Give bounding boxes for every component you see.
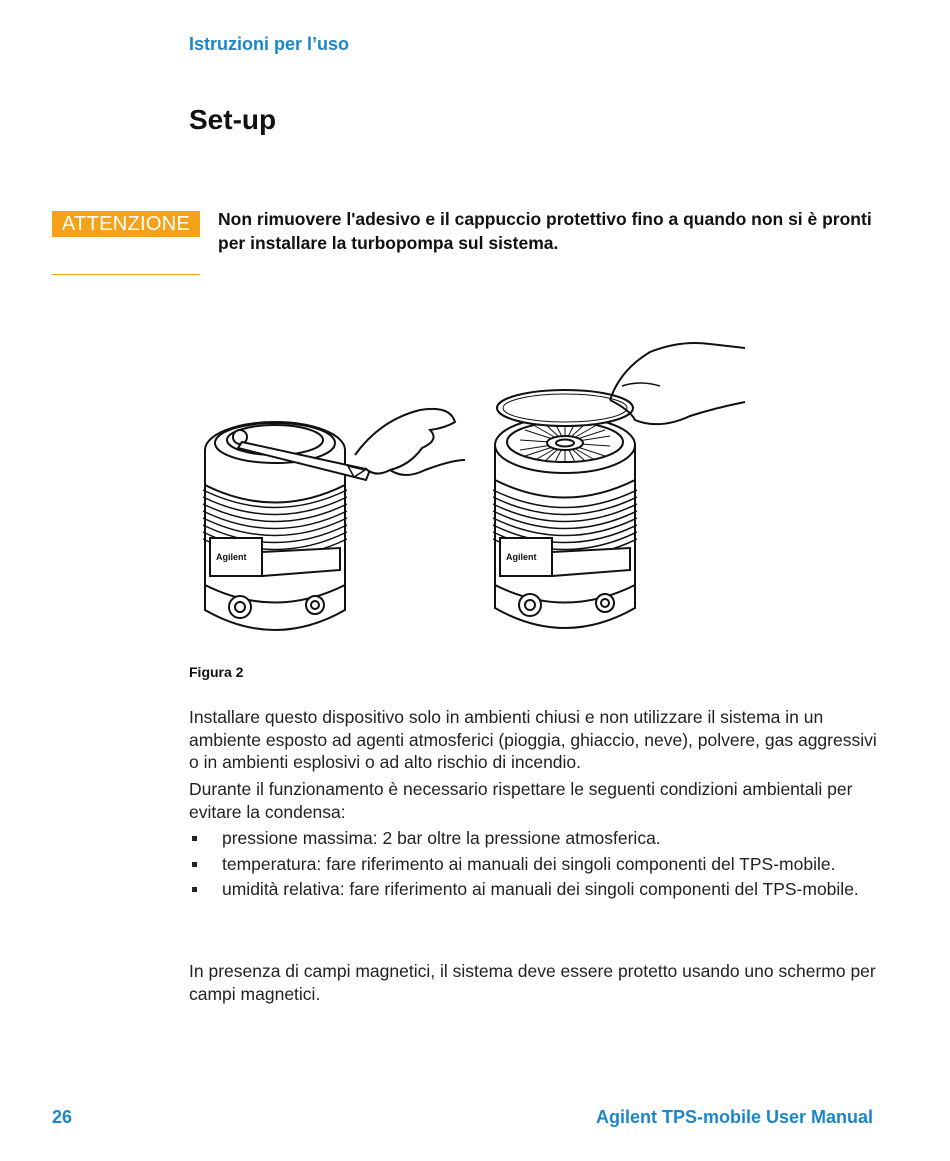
manual-title: Agilent TPS-mobile User Manual (595, 1107, 873, 1127)
warning-text: Non rimuovere l'adesivo e il cappuccio protettivo fino a quando non si è pronti per installare la turbopompa sul sistema. (218, 209, 872, 253)
warning-badge: ATTENZIONE (52, 211, 200, 237)
figure-caption: Figura 2 (189, 664, 244, 680)
paragraph-environment: Installare questo dispositivo solo in ambienti chiusi e non utilizzare il sistema in un ambiente esposto ad agenti atmosferici (pioggia, ghiaccio, neve), polvere, gas aggressivi o in ambienti esplosivi o ad alto rischio di incendio. (189, 707, 877, 772)
pump-right-illustration (493, 343, 745, 628)
bullet-icon (192, 836, 197, 841)
bullet-icon (192, 862, 197, 867)
paragraph-conditions: Durante il funzionamento è necessario rispettare le seguenti condizioni ambientali per evitare la condensa: (189, 779, 853, 822)
list-item: pressione massima: 2 bar oltre la pressione atmosferica. (189, 827, 879, 850)
section-header: Istruzioni per l’uso (189, 34, 350, 54)
paragraph-magnetic: In presenza di campi magnetici, il sistema deve essere protetto usando uno schermo per campi magnetici. (189, 961, 876, 1004)
page-number: 26 (52, 1107, 73, 1127)
turbopump-illustration (190, 330, 760, 650)
list-item: umidità relativa: fare riferimento ai manuali dei singoli componenti del TPS-mobile. (189, 878, 879, 901)
page-title: Set-up (189, 104, 277, 135)
warning-divider (52, 274, 200, 275)
conditions-list (189, 827, 879, 904)
bullet-icon (192, 887, 197, 892)
pump-right-brand: Agilent (506, 552, 537, 562)
pump-left-brand: Agilent (216, 552, 247, 562)
list-item: temperatura: fare riferimento ai manuali dei singoli componenti del TPS-mobile. (189, 853, 879, 876)
pump-left-illustration (203, 409, 465, 630)
